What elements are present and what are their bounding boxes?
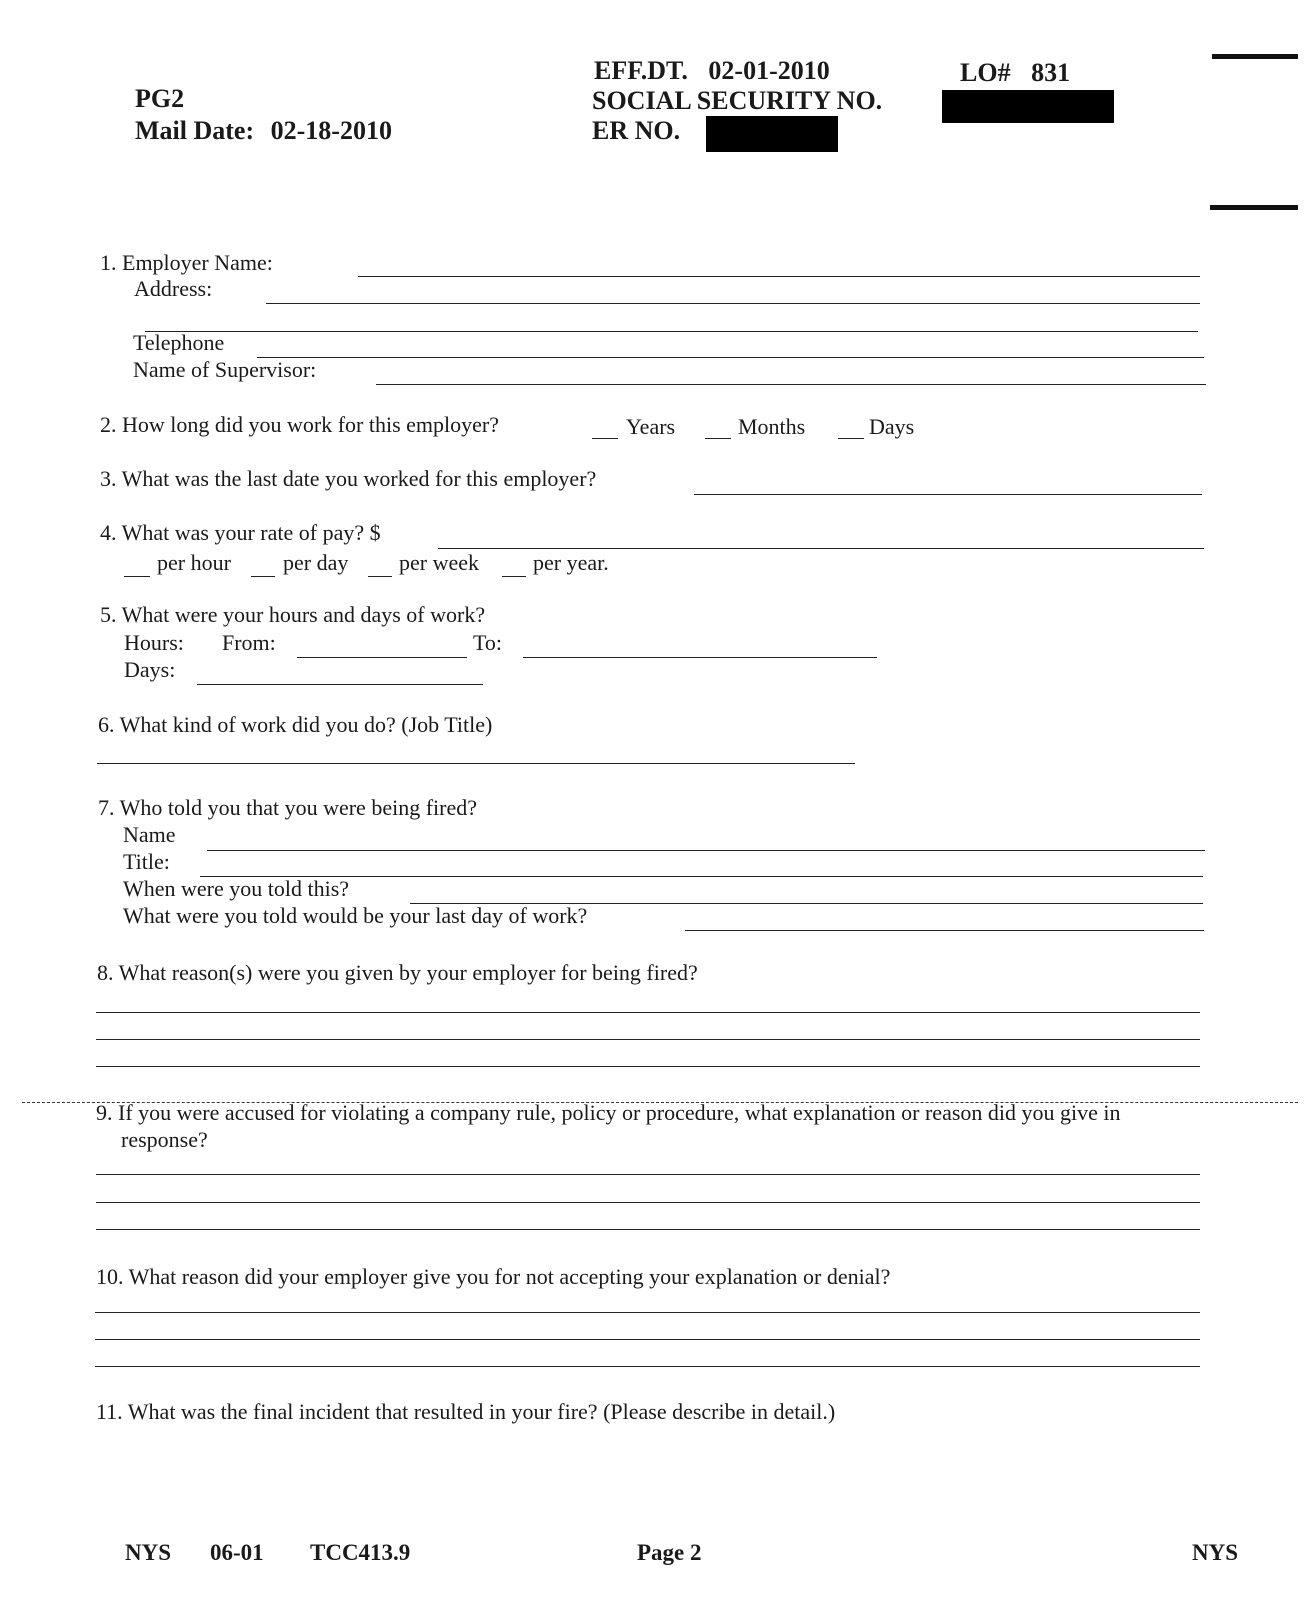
registration-mark-bottom xyxy=(1210,205,1298,210)
per-week-field[interactable] xyxy=(368,576,392,577)
q1-employer-name xyxy=(100,250,273,276)
q7-last-day-label: What were you told would be your last day of work? xyxy=(123,903,588,928)
per-hour-label: per hour xyxy=(157,550,231,575)
q5-text: 5. What were your hours and days of work? xyxy=(100,602,486,627)
per-year-field[interactable] xyxy=(502,576,526,577)
q1-number: 1. xyxy=(100,250,117,275)
mail-date-label: Mail Date: xyxy=(135,116,255,145)
employer-name-field[interactable] xyxy=(358,276,1200,277)
per-year-label: per year. xyxy=(533,550,609,575)
hours-label: Hours: xyxy=(124,630,184,655)
ssn-label: SOCIAL SECURITY NO. xyxy=(592,86,883,115)
footer-form-code: TCC413.9 xyxy=(310,1540,411,1565)
years-label: Years xyxy=(626,414,676,439)
q10-answer-line-3[interactable] xyxy=(95,1366,1200,1367)
per-week-label: per week xyxy=(399,550,480,575)
q1-employer-name-label: Employer Name: xyxy=(122,250,273,275)
q9-text: 9. If you were accused for violating a company rule, policy or procedure, what explanation or reason did you give in xyxy=(96,1100,1121,1125)
per-hour-field[interactable] xyxy=(124,576,150,577)
rate-of-pay-field[interactable] xyxy=(438,548,1204,549)
q10-answer-line-1[interactable] xyxy=(95,1312,1200,1313)
days-of-work-label: Days: xyxy=(124,657,176,682)
days-of-work-field[interactable] xyxy=(197,684,483,685)
q1-address-label: Address: xyxy=(134,276,213,301)
q6-text: 6. What kind of work did you do? (Job Title) xyxy=(98,712,493,737)
from-label: From: xyxy=(222,630,276,655)
hours-to-field[interactable] xyxy=(523,657,877,658)
q9-answer-line-2[interactable] xyxy=(96,1202,1200,1203)
q7-text: 7. Who told you that you were being fired? xyxy=(98,795,477,820)
mail-date-value: 02-18-2010 xyxy=(270,116,392,145)
job-title-field[interactable] xyxy=(97,763,855,764)
er-label: ER NO. xyxy=(592,116,681,145)
q7-title-label: Title: xyxy=(123,849,170,874)
registration-mark-top xyxy=(1212,54,1298,59)
telephone-field[interactable] xyxy=(257,357,1204,358)
q8-answer-line-1[interactable] xyxy=(96,1012,1200,1013)
effective-date xyxy=(594,56,830,86)
eff-dt-label: EFF.DT. xyxy=(594,56,688,85)
days-field[interactable] xyxy=(838,438,864,439)
footer-form-date: 06-01 xyxy=(210,1540,264,1565)
supervisor-field[interactable] xyxy=(376,384,1206,385)
q1-telephone-label: Telephone xyxy=(133,330,225,355)
ssn-redaction xyxy=(942,90,1114,123)
address-field-1[interactable] xyxy=(266,303,1200,304)
per-day-field[interactable] xyxy=(251,576,275,577)
q7-when-label: When were you told this? xyxy=(123,876,350,901)
q8-answer-line-2[interactable] xyxy=(96,1039,1200,1040)
lo-value: 831 xyxy=(1031,58,1071,87)
q7-last-day-field[interactable] xyxy=(685,930,1204,931)
er-redaction xyxy=(706,116,838,152)
eff-dt-value: 02-01-2010 xyxy=(708,56,830,85)
q9-answer-line-1[interactable] xyxy=(96,1174,1200,1175)
q7-name-field[interactable] xyxy=(207,850,1205,851)
q8-answer-line-3[interactable] xyxy=(96,1066,1200,1067)
footer-state-right: NYS xyxy=(1192,1540,1239,1565)
q7-name-label: Name xyxy=(123,822,176,847)
years-field[interactable] xyxy=(592,438,618,439)
q1-supervisor-label: Name of Supervisor: xyxy=(133,357,317,382)
q4-text: 4. What was your rate of pay? $ xyxy=(100,520,381,545)
page-code: PG2 xyxy=(135,84,185,113)
to-label: To: xyxy=(473,630,503,655)
footer-page-number: Page 2 xyxy=(637,1540,702,1565)
q3-text: 3. What was the last date you worked for this employer? xyxy=(100,466,597,491)
footer-state: NYS xyxy=(125,1540,172,1565)
q11-text: 11. What was the final incident that resulted in your fire? (Please describe in detail.) xyxy=(96,1399,836,1424)
mail-date xyxy=(135,116,392,146)
q8-text: 8. What reason(s) were you given by your employer for being fired? xyxy=(97,960,698,985)
days-label: Days xyxy=(869,414,915,439)
hours-from-field[interactable] xyxy=(297,657,467,658)
months-field[interactable] xyxy=(705,438,731,439)
q10-answer-line-2[interactable] xyxy=(95,1339,1200,1340)
q9-answer-line-3[interactable] xyxy=(96,1229,1200,1230)
address-field-2[interactable] xyxy=(145,331,1198,332)
q7-title-field[interactable] xyxy=(200,876,1203,877)
months-label: Months xyxy=(738,414,806,439)
lo-label: LO# xyxy=(960,58,1011,87)
q10-text: 10. What reason did your employer give you for not accepting your explanation or denial? xyxy=(96,1264,891,1289)
per-day-label: per day xyxy=(283,550,349,575)
last-date-field[interactable] xyxy=(694,494,1202,495)
lo-number xyxy=(960,58,1070,88)
q9-text-continued: response? xyxy=(121,1127,208,1152)
q2-text: 2. How long did you work for this employer? xyxy=(100,412,499,437)
